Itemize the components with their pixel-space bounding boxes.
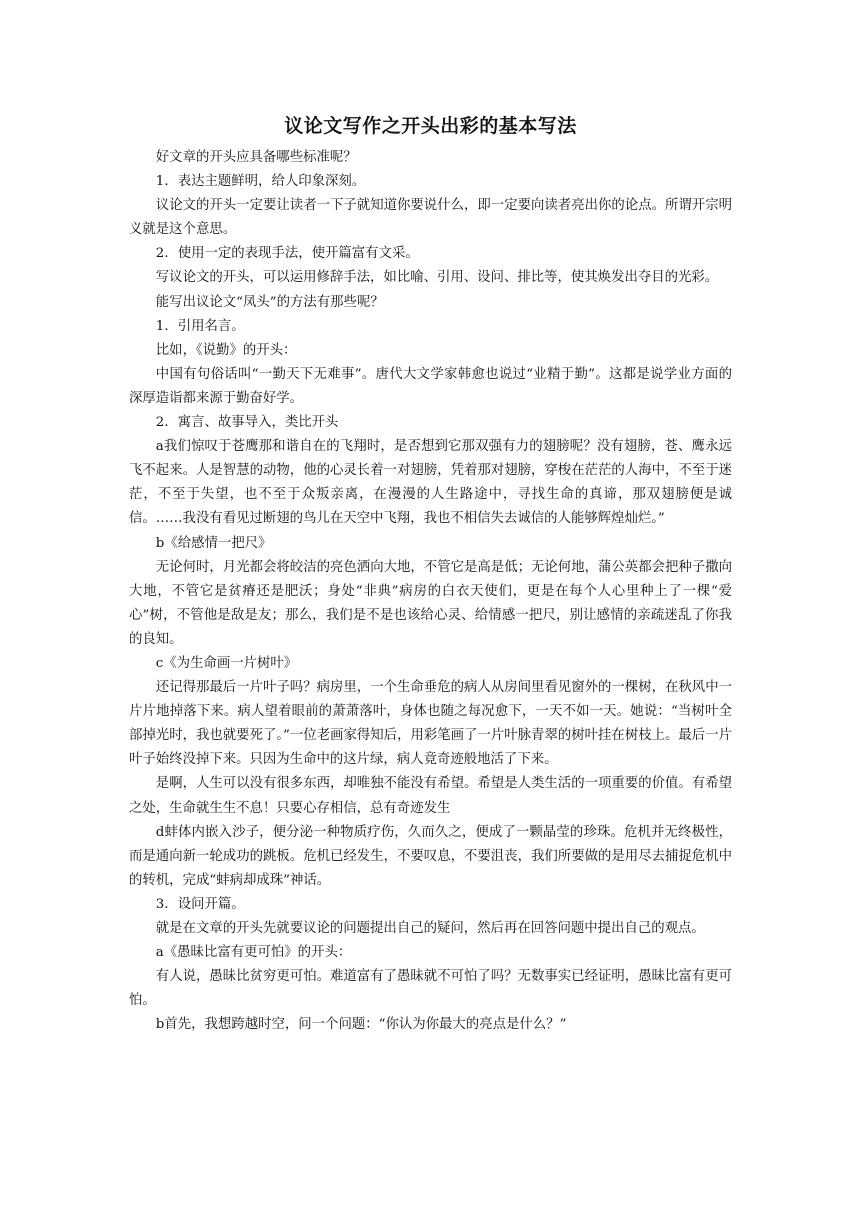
document-page <box>129 112 732 1037</box>
paragraph: 还记得那最后一片叶子吗？病房里，一个生命垂危的病人从房间里看见窗外的一棵树，在秋风中一片片地掉落下来。病人望着眼前的萧萧落叶，身体也随之每况愈下，一天不如一天。她说：“当树叶全部掉光时，我也就要死了。”一位老画家得知后，用彩笔画了一片叶脉青翠的树叶挂在树枝上。最后一片叶子始终没掉下来。只因为生命中的这片绿，病人竟奇迹般地活了下来。 <box>129 680 732 768</box>
paragraph: 有人说，愚昧比贫穷更可怕。难道富有了愚昧就不可怕了吗？无数事实已经证明，愚昧比富有更可怕。 <box>129 969 732 1009</box>
paragraph: a《愚昧比富有更可怕》的开头： <box>155 945 352 961</box>
paragraph: 2．寓言、故事导入，类比开头 <box>155 415 339 431</box>
paragraph: 1．表达主题鲜明，给人印象深刻。 <box>155 174 366 190</box>
paragraph: 1．引用名言。 <box>155 318 245 334</box>
paragraph: b首先，我想跨越时空，问一个问题：“你认为你最大的亮点是什么？” <box>155 1017 567 1033</box>
paragraph: 议论文的开头一定要让读者一下子就知道你要说什么，即一定要向读者亮出你的论点。所谓开宗明义就是这个意思。 <box>129 198 732 238</box>
paragraph: 能写出议论文“凤头”的方法有那些呢？ <box>155 294 384 310</box>
paragraph: 是啊，人生可以没有很多东西，却唯独不能没有希望。希望是人类生活的一项重要的价值。有希望之处，生命就生生不息！只要心存相信，总有奇迹发生 <box>129 776 732 816</box>
paragraph: b《给感情一把尺》 <box>155 535 272 551</box>
paragraph: 比如，《说勤》的开头： <box>155 342 297 358</box>
paragraph: d蚌体内嵌入沙子，便分泌一种物质疗伤，久而久之，便成了一颗晶莹的珍珠。危机并无终极性，而是通向新一轮成功的跳板。危机已经发生，不要叹息，不要沮丧，我们所要做的是用尽去捕捉危机中的转机，完成“蚌病却成珠”神话。 <box>129 824 732 888</box>
paragraph: 好文章的开头应具备哪些标准呢？ <box>155 150 357 165</box>
paragraph: 无论何时，月光都会将皎洁的亮色洒向大地，不管它是高是低；无论何地，蒲公英都会把种子撒向大地，不管它是贫瘠还是肥沃；身处“非典”病房的白衣天使们，更是在每个人心里种上了一棵“爱心”树，不管他是敌是友；那么，我们是不是也该给心灵、给情感一把尺，别让感情的亲疏迷乱了你我的良知。 <box>129 559 732 647</box>
document-title: 议论文写作之开头出彩的基本写法 <box>284 115 577 137</box>
paragraph: a我们惊叹于苍鹰那和谐自在的飞翔时，是否想到它那双强有力的翅膀呢？没有翅膀，苍、鹰永远飞不起来。人是智慧的动物，他的心灵长着一对翅膀，凭着那对翅膀，穿梭在茫茫的人海中，不至于迷茫，不至于失望，也不至于众叛亲离，在漫漫的人生路途中，寻找生命的真谛，那双翅膀便是诚信。……我没有看见过断翅的鸟儿在天空中飞翔，我也不相信失去诚信的人能够辉煌灿烂。” <box>129 439 732 527</box>
paragraph: 就是在文章的开头先就要议论的问题提出自己的疑问，然后再在回答问题中提出自己的观点。 <box>155 921 705 936</box>
paragraph: 中国有句俗话叫“一勤天下无难事”。唐代大文学家韩愈也说过“业精于勤”。这都是说学业方面的深厚造诣都来源于勤奋好学。 <box>129 366 732 406</box>
paragraph: 写议论文的开头，可以运用修辞手法，如比喻、引用、设问、排比等，使其焕发出夺目的光彩。 <box>155 270 719 286</box>
paragraph: 3．设问开篇。 <box>155 896 245 912</box>
paragraph: 2．使用一定的表现手法，使开篇富有文采。 <box>155 246 419 262</box>
paragraph: c《为生命画一片树叶》 <box>155 655 298 671</box>
